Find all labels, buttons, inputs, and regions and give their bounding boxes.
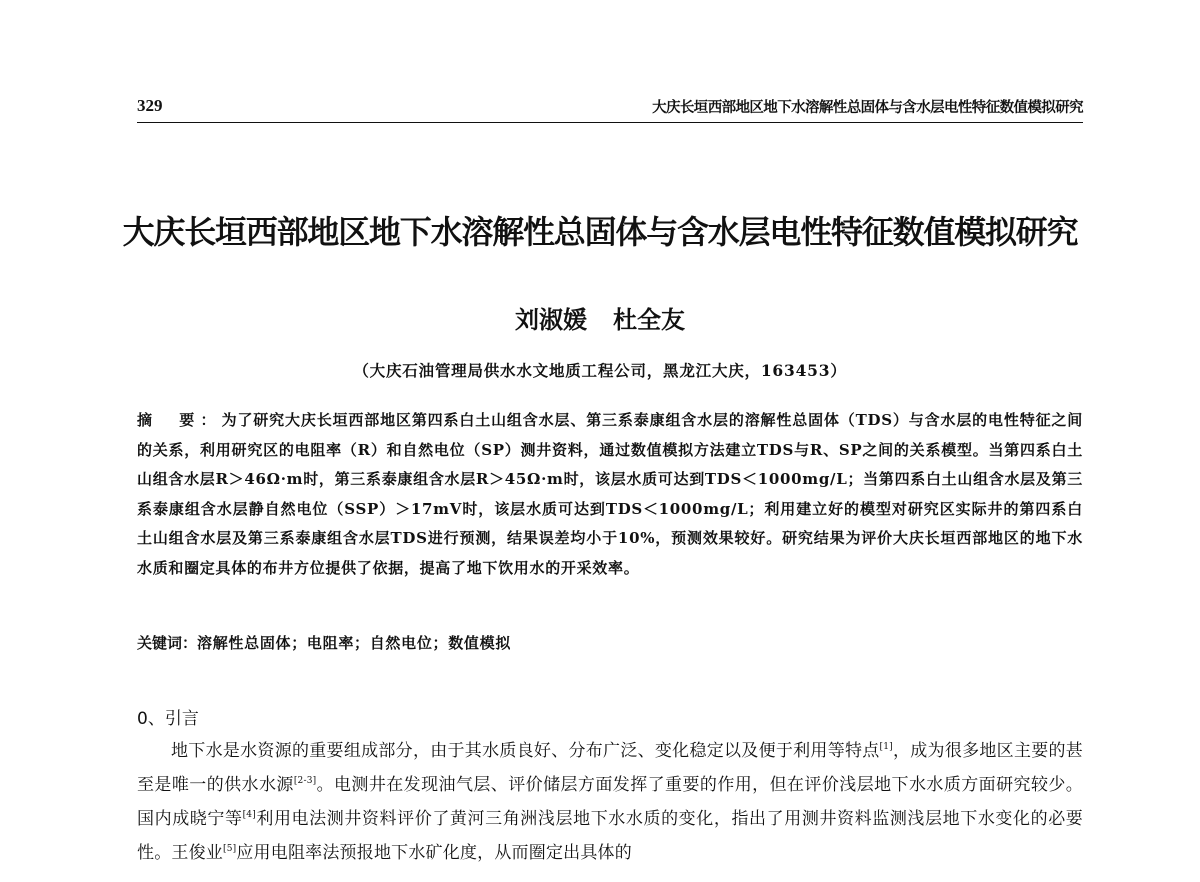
body-text-run: 。电测井在发现油气层、评价储层方面发挥了重要的作用，但在评价浅层地下水水质方面研究较少。国内成晓宁等 <box>137 775 1083 829</box>
keywords-text: 溶解性总固体；电阻率；自然电位；数值模拟 <box>197 634 512 652</box>
paper-title: 大庆长垣西部地区地下水溶解性总固体与含水层电性特征数值模拟研究 <box>122 213 1078 251</box>
keywords <box>137 632 1083 653</box>
affiliation: （大庆石油管理局供水水文地质工程公司，黑龙江大庆，163453） <box>353 361 847 380</box>
abstract-text: 为了研究大庆长垣西部地区第四系白土山组含水层、第三系泰康组含水层的溶解性总固体（TDS）与含水层的电性特征之间的关系，利用研究区的电阻率（R）和自然电位（SP）测井资料，通过数值模拟方法建立TDS与R、SP之间的关系模型。当第四系白土山组含水层R＞46Ω·m时，第三系泰康组含水层R＞45Ω·m时，该层水质可达到TDS＜1000mg/L；当第四系白土山组含水层及第三系泰康组含水层静自然电位（SSP）＞17mV时，该层水质可达到TDS＜1000mg/L；利用建立好的模型对研究区实际井的第四系白土山组含水层及第三系泰康组含水层TDS进行预测，结果误差均小于10%，预测效果较好。研究结果为评价大庆长垣西部地区的地下水水质和圈定具体的布井方位提供了依据，提高了地下饮用水的开采效率。 <box>137 411 1083 577</box>
author-name: 杜全友 <box>613 306 685 334</box>
citation-ref: [2-3] <box>293 776 317 786</box>
body-text-run: ，成为很多地区主要的甚至是唯一的供水水源 <box>137 741 1084 795</box>
author-name: 刘淑媛 <box>515 306 587 334</box>
abstract-label: 摘 要： <box>137 411 222 429</box>
running-title: 大庆长垣西部地区地下水溶解性总固体与含水层电性特征数值模拟研究 <box>652 100 1083 116</box>
page-number: 329 <box>137 96 163 115</box>
body-text-run: 应用电阻率法预报地下水矿化度，从而圈定出具体的 <box>236 843 632 863</box>
citation-ref: [4] <box>242 810 256 820</box>
section-heading: 0、引言 <box>137 709 199 729</box>
keywords-label: 关键词： <box>137 634 198 652</box>
citation-ref: [5] <box>223 844 237 854</box>
body-paragraph <box>137 734 1083 870</box>
running-header <box>137 96 1083 123</box>
citation-ref: [1] <box>879 742 893 752</box>
authors <box>0 300 1200 335</box>
abstract <box>137 406 1083 583</box>
body-text-run: 利用电法测井资料评价了黄河三角洲浅层地下水水质的变化，指出了用测井资料监测浅层地下水变化的必要性。王俊业 <box>137 809 1084 863</box>
body-text-run: 地下水是水资源的重要组成部分，由于其水质良好、分布广泛、变化稳定以及便于利用等特点 <box>171 741 880 761</box>
